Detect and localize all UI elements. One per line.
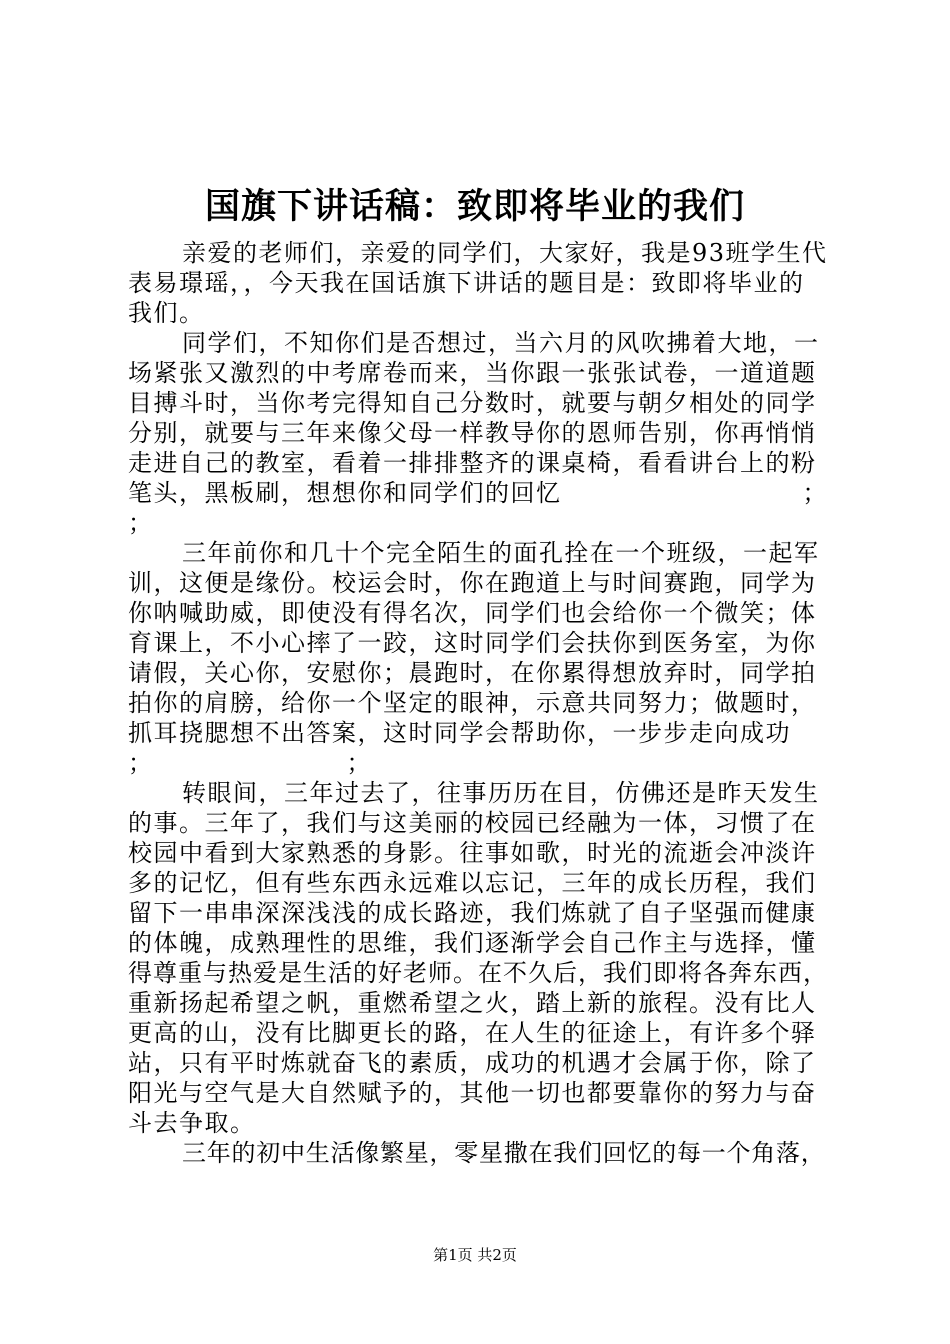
text-line: 我们。 [128,299,205,327]
text-line: 转眼间，三年过去了，往事历历在目，仿佛还是昨天发生 [182,779,820,807]
text-segment: ； [128,749,142,777]
text-line: 训，这便是缘份。校运会时，你在跑道上与时间赛跑，同学为 [128,569,817,597]
text-line [128,478,828,508]
text-line: 三年前你和几十个完全陌生的面孔拴在一个班级，一起军 [182,539,820,567]
text-line: 三年的初中生活像繁星，零星撒在我们回忆的每一个角落， [182,1139,826,1167]
page-footer: 第1页 共2页 [433,1246,517,1264]
text-line: 走进自己的教室，看着一排排整齐的课桌椅，看看讲台上的粉 [128,449,817,477]
text-line: 同学们，不知你们是否想过，当六月的风吹拂着大地，一 [182,329,820,357]
text-line: 表易璟瑶，，今天我在国话旗下讲话的题目是：致即将毕业的 [128,269,805,297]
text-line: 站，只有平时炼就奋飞的素质，成功的机遇才会属于你，除了 [128,1049,817,1077]
text-line: 抓耳挠腮想不出答案，这时同学会帮助你，一步步走向成功 [128,719,791,747]
text-segment: ； [346,749,372,777]
text-line: 多的记忆，但有些东西永远难以忘记，三年的成长历程，我们 [128,869,817,897]
text-line: 更高的山，没有比脚更长的路，在人生的征途上，有许多个驿 [128,1019,817,1047]
text-segment: ； [802,479,828,507]
text-line: 场紧张又激烈的中考席卷而来，当你跟一张张试卷，一道道题 [128,359,817,387]
text-line: 请假，关心你，安慰你；晨跑时，在你累得想放弃时，同学拍 [128,659,817,687]
text-line: 分别，就要与三年来像父母一样教导你的恩师告别，你再悄悄 [128,419,817,447]
text-line: 阳光与空气是大自然赋予的，其他一切也都要靠你的努力与奋 [128,1079,817,1107]
text-line: 校园中看到大家熟悉的身影。往事如歌，时光的流逝会冲淡许 [128,839,817,867]
text-line: 目搏斗时，当你考完得知自己分数时，就要与朝夕相处的同学 [128,389,817,417]
text-line: 的体魄，成熟理性的思维，我们逐渐学会自己作主与选择，懂 [128,929,817,957]
text-line: 重新扬起希望之帆，重燃希望之火，踏上新的旅程。没有比人 [128,989,817,1017]
text-line: 的事。三年了，我们与这美丽的校园已经融为一体，习惯了在 [128,809,817,837]
text-line: 留下一串串深深浅浅的成长路迹，我们炼就了自子坚强而健康 [128,899,817,927]
text-line: 育课上，不小心摔了一跤，这时同学们会扶你到医务室，为你 [128,629,817,657]
text-line: 得尊重与热爱是生活的好老师。在不久后，我们即将各奔东西， [128,959,828,987]
text-line: 你呐喊助威，即使没有得名次，同学们也会给你一个微笑；体 [128,599,817,627]
document-body [128,238,828,1168]
text-line: ； [128,509,154,537]
document-title: 国旗下讲话稿：致即将毕业的我们 [204,186,745,227]
text-line: 亲爱的老师们，亲爱的同学们，大家好，我是93班学生代 [182,239,828,267]
text-line: 斗去争取。 [128,1109,256,1137]
text-segment: 笔头，黑板刷，想想你和同学们的回忆 [128,479,562,507]
text-line: 拍你的肩膀，给你一个坚定的眼神，示意共同努力；做题时， [128,689,817,717]
text-line [128,748,828,778]
